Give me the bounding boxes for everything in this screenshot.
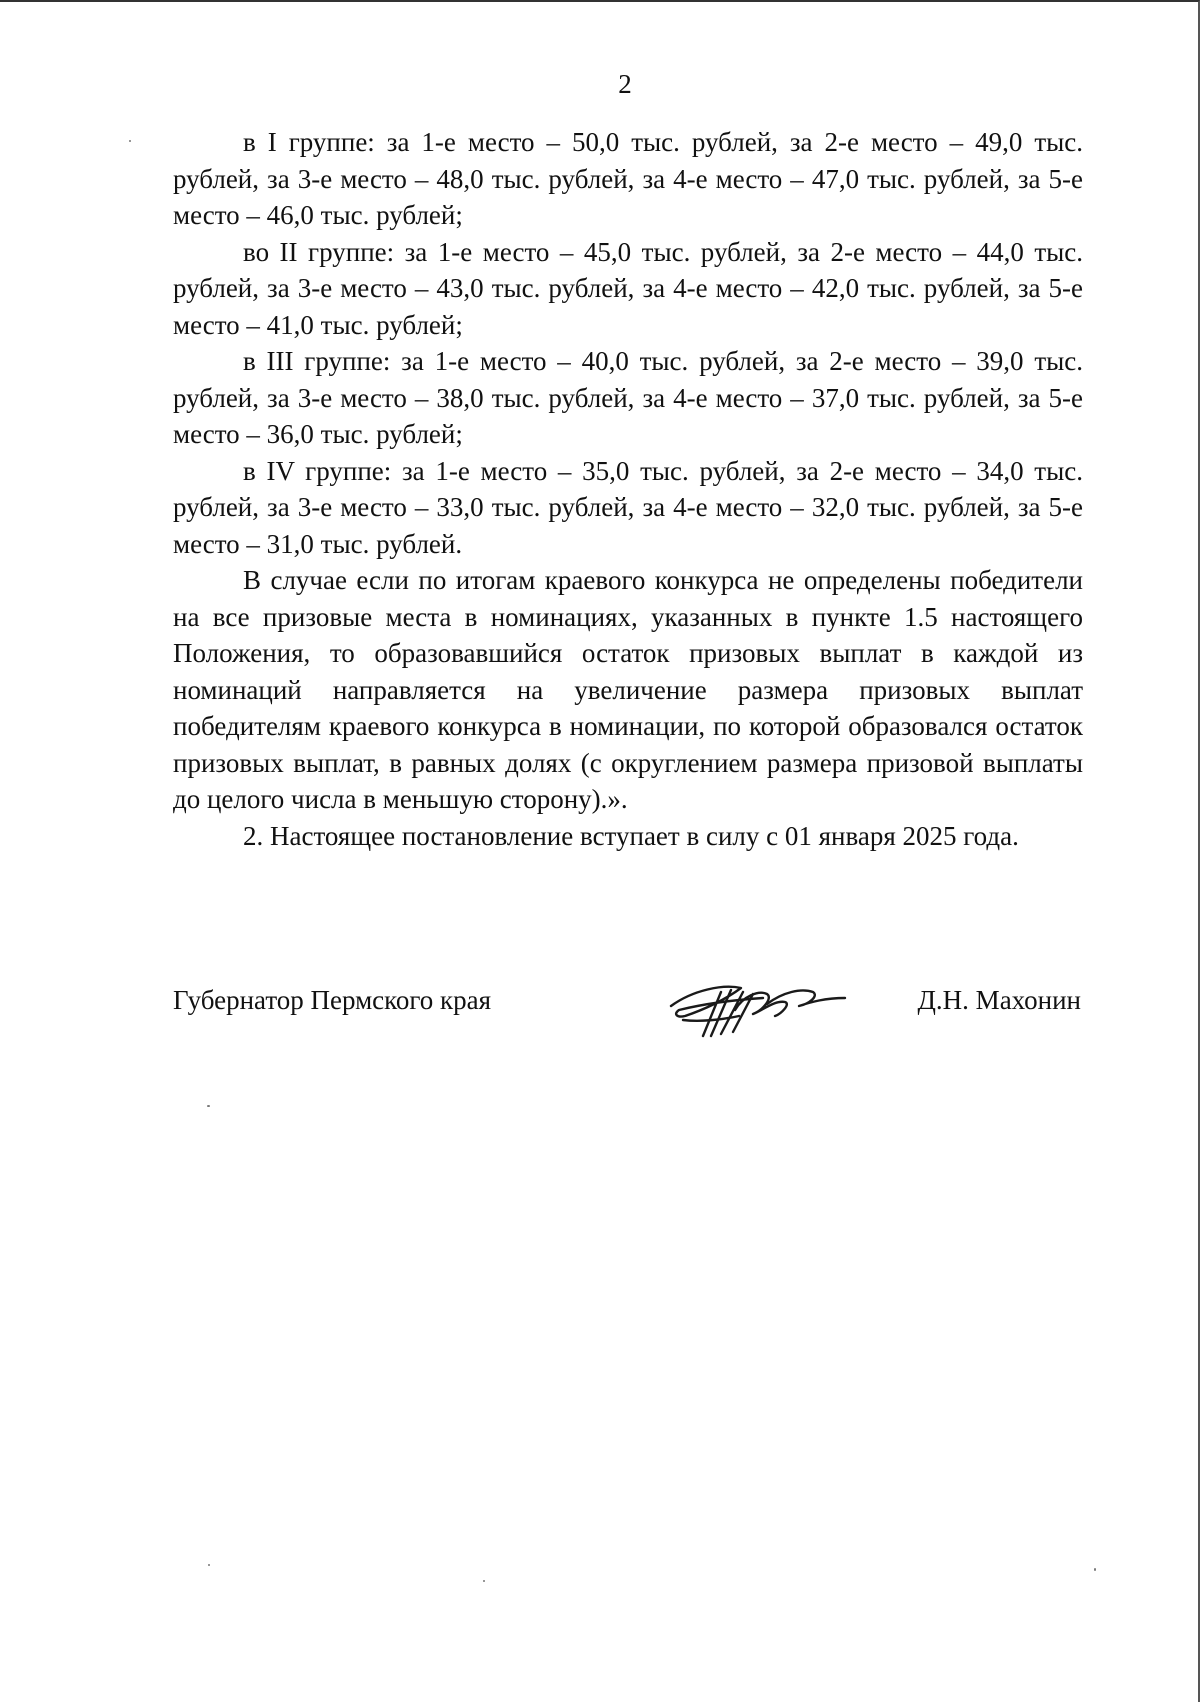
- scan-speck: [483, 1580, 485, 1582]
- signer-name: Д.Н. Махонин: [917, 985, 1081, 1015]
- signature-block: [173, 982, 1083, 1062]
- scan-speck: [129, 140, 131, 142]
- handwritten-signature-icon: [663, 970, 848, 1050]
- paragraph-group-1-prizes: в I группе: за 1-е место – 50,0 тыс. рублей, за 2-е место – 49,0 тыс. рублей, за 3-е место – 48,0 тыс. рублей, за 4-е место – 47,0 тыс. рублей, за 5-е место – 46,0 тыс. рублей;: [173, 127, 1083, 230]
- page-number: 2: [618, 69, 632, 99]
- scan-speck: [1094, 1568, 1096, 1571]
- scan-speck: [208, 1564, 210, 1566]
- document-body: [173, 124, 1083, 854]
- signer-title: Губернатор Пермского края: [173, 985, 492, 1015]
- paragraph-prize-remainder: В случае если по итогам краевого конкурса не определены победители на все призовые места в номинациях, указанных в пункте 1.5 настоящего Положения, то образовавшийся остаток призовых выплат в каждой из номинаций направляется на увеличение размера призовых выплат победителям краевого конкурса в номинации, по которой образовался остаток призовых выплат, в равных долях (с округлением размера призовой выплаты до целого числа в меньшую сторону).».: [173, 565, 1083, 814]
- paragraph-group-3-prizes: в III группе: за 1-е место – 40,0 тыс. рублей, за 2-е место – 39,0 тыс. рублей, за 3-е место – 38,0 тыс. рублей, за 4-е место – 37,0 тыс. рублей, за 5-е место – 36,0 тыс. рублей;: [173, 346, 1083, 449]
- paragraph-group-2-prizes: во II группе: за 1-е место – 45,0 тыс. рублей, за 2-е место – 44,0 тыс. рублей, за 3-е место – 43,0 тыс. рублей, за 4-е место – 42,0 тыс. рублей, за 5-е место – 41,0 тыс. рублей;: [173, 236, 1083, 340]
- paragraph-group-4-prizes: в IV группе: за 1-е место – 35,0 тыс. рублей, за 2-е место – 34,0 тыс. рублей, за 3-е место – 33,0 тыс. рублей, за 4-е место – 32,0 тыс. рублей, за 5-е место – 31,0 тыс. рублей.: [173, 455, 1083, 559]
- paragraph-effective-date: 2. Настоящее постановление вступает в силу с 01 января 2025 года.: [243, 820, 1019, 851]
- scan-speck: [207, 1105, 210, 1107]
